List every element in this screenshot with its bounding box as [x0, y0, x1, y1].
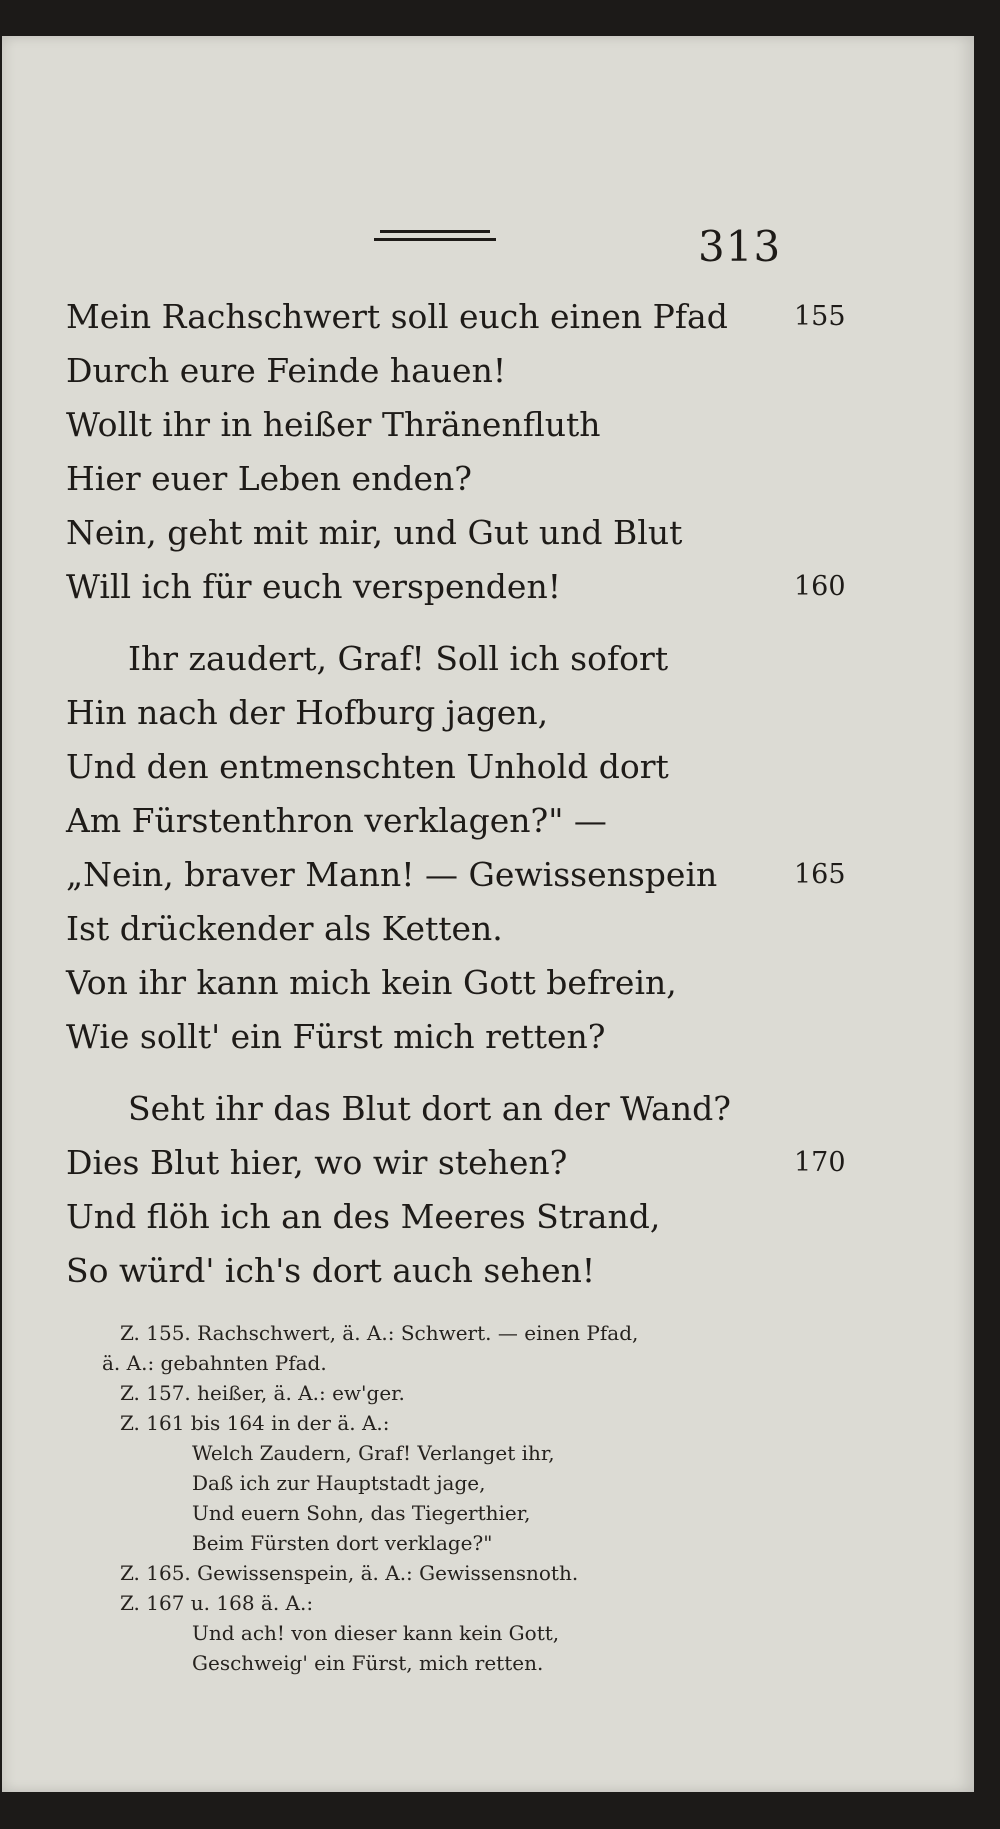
- footnote-line: Z. 165. Gewissenspein, ä. A.: Gewissensnoth.: [120, 1561, 579, 1585]
- verse-line: Mein Rachschwert soll euch einen Pfad: [66, 297, 728, 336]
- footnote-line: ä. A.: gebahnten Pfad.: [102, 1351, 327, 1375]
- verse-line: Hin nach der Hofburg jagen,: [66, 693, 549, 732]
- verse-line: Ist drückender als Ketten.: [66, 909, 503, 948]
- verse-line: Seht ihr das Blut dort an der Wand?: [128, 1089, 731, 1128]
- verse-line: Will ich für euch verspenden!: [66, 567, 561, 606]
- page-number: 313: [698, 222, 782, 271]
- verse-line: Wie sollt' ein Fürst mich retten?: [66, 1017, 606, 1056]
- book-page: [2, 36, 974, 1792]
- verse-line: Nein, geht mit mir, und Gut und Blut: [66, 513, 683, 552]
- verse-line: Und flöh ich an des Meeres Strand,: [66, 1197, 661, 1236]
- footnote-line: Und ach! von dieser kann kein Gott,: [192, 1621, 560, 1645]
- footnote-line: Beim Fürsten dort verklage?": [192, 1531, 493, 1555]
- line-number: 160: [794, 571, 846, 602]
- verse-line: Hier euer Leben enden?: [66, 459, 472, 498]
- verse-line: Wollt ihr in heißer Thränenfluth: [66, 405, 601, 444]
- verse-line: Am Fürstenthron verklagen?" —: [66, 801, 607, 840]
- footnote-line: Geschweig' ein Fürst, mich retten.: [192, 1651, 544, 1675]
- footnote-line: Z. 161 bis 164 in der ä. A.:: [120, 1411, 390, 1435]
- footnote-line: Daß ich zur Hauptstadt jage,: [192, 1471, 486, 1495]
- line-number: 170: [794, 1147, 846, 1178]
- verse-line: Durch eure Feinde hauen!: [66, 351, 507, 390]
- verse-line: Dies Blut hier, wo wir stehen?: [66, 1143, 568, 1182]
- footnote-line: Welch Zaudern, Graf! Verlanget ihr,: [192, 1441, 555, 1465]
- rule-line-top: [380, 230, 490, 233]
- verse-line: So würd' ich's dort auch sehen!: [66, 1251, 596, 1290]
- line-number: 155: [794, 301, 846, 332]
- footnote-line: Und euern Sohn, das Tiegerthier,: [192, 1501, 531, 1525]
- footnote-line: Z. 157. heißer, ä. A.: ew'ger.: [120, 1381, 405, 1405]
- line-number: 165: [794, 859, 846, 890]
- verse-line: Von ihr kann mich kein Gott befrein,: [66, 963, 677, 1002]
- verse-line: „Nein, braver Mann! — Gewissenspein: [66, 855, 718, 894]
- footnote-line: Z. 167 u. 168 ä. A.:: [120, 1591, 314, 1615]
- header-double-rule: [374, 230, 496, 244]
- footnote-line: Z. 155. Rachschwert, ä. A.: Schwert. — einen Pfad,: [120, 1321, 639, 1345]
- rule-line-bottom: [374, 238, 496, 241]
- verse-line: Und den entmenschten Unhold dort: [66, 747, 669, 786]
- verse-line: Ihr zaudert, Graf! Soll ich sofort: [128, 639, 669, 678]
